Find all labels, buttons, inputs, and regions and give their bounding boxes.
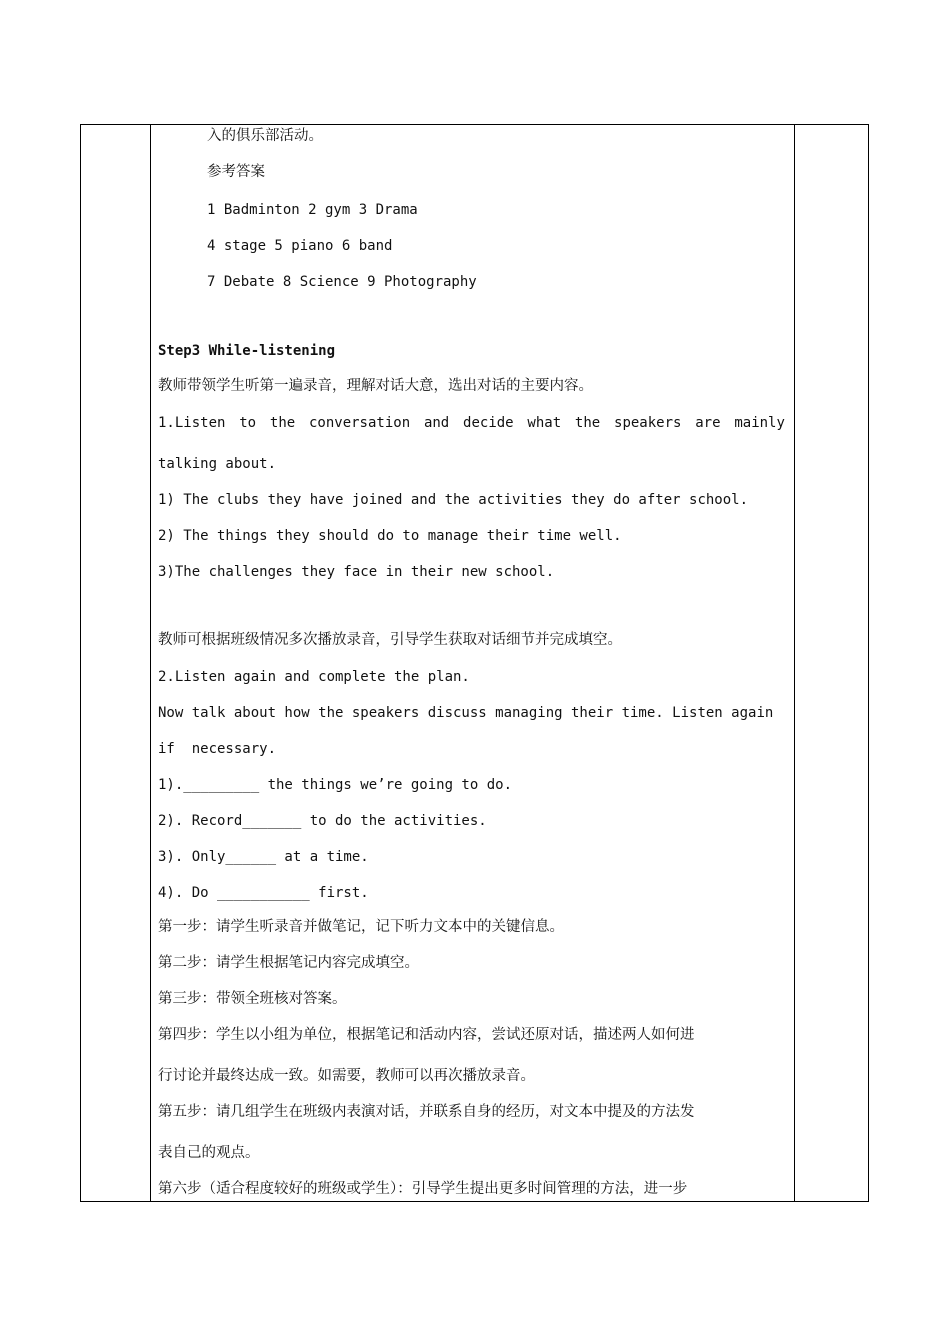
- step-line: 第六步（适合程度较好的班级或学生）：引导学生提出更多时间管理的方法，进一步: [158, 1181, 688, 1197]
- column-divider-2: [794, 125, 795, 1201]
- text-line: 教师可根据班级情况多次播放录音，引导学生获取对话细节并完成填空。: [158, 632, 622, 648]
- option-line: 3)The challenges they face in their new school.: [158, 564, 555, 580]
- column-divider-1: [150, 125, 151, 1201]
- answer-line: 4 stage 5 piano 6 band: [207, 238, 393, 254]
- word: to: [239, 415, 257, 431]
- answer-heading: 参考答案: [207, 164, 265, 180]
- word: the: [269, 415, 296, 431]
- word: conversation: [308, 415, 411, 431]
- step-line: 行讨论并最终达成一致。如需要，教师可以再次播放录音。: [158, 1068, 535, 1084]
- text-line: Now talk about how the speakers discuss managing their time. Listen again: [158, 705, 774, 721]
- word: speakers: [614, 415, 682, 431]
- word: decide: [463, 415, 514, 431]
- word: and: [423, 415, 450, 431]
- step-heading: Step3 While-listening: [158, 343, 336, 359]
- text-line: talking about.: [158, 456, 277, 472]
- text-line: if necessary.: [158, 741, 277, 757]
- answer-line: 7 Debate 8 Science 9 Photography: [207, 274, 477, 290]
- text-line: 入的俱乐部活动。: [207, 128, 323, 144]
- blank-line: 4). Do ___________ first.: [158, 885, 369, 901]
- step-line: 第三步：带领全班核对答案。: [158, 991, 347, 1007]
- word: are: [695, 415, 721, 431]
- step-line: 第五步：请几组学生在班级内表演对话，并联系自身的经历，对文本中提及的方法发: [158, 1104, 695, 1120]
- question-line: [158, 413, 785, 433]
- answer-line: 1 Badminton 2 gym 3 Drama: [207, 202, 418, 218]
- step-line: 第一步：请学生听录音并做笔记，记下听力文本中的关键信息。: [158, 919, 564, 935]
- word: 1.Listen: [158, 415, 226, 431]
- option-line: 2) The things they should do to manage their time well.: [158, 528, 622, 544]
- blank-line: 3). Only______ at a time.: [158, 849, 369, 865]
- blank-line: 2). Record_______ to do the activities.: [158, 813, 487, 829]
- word: mainly: [734, 415, 785, 431]
- step-line: 第二步：请学生根据笔记内容完成填空。: [158, 955, 419, 971]
- step-line: 表自己的观点。: [158, 1145, 260, 1161]
- text-line: 教师带领学生听第一遍录音，理解对话大意，选出对话的主要内容。: [158, 378, 593, 394]
- question-line: 2.Listen again and complete the plan.: [158, 669, 470, 685]
- word: what: [527, 415, 562, 431]
- step-line: 第四步：学生以小组为单位，根据笔记和活动内容，尝试还原对话，描述两人如何进: [158, 1027, 695, 1043]
- option-line: 1) The clubs they have joined and the activities they do after school.: [158, 492, 749, 508]
- word: the: [574, 415, 601, 431]
- blank-line: 1)._________ the things we’re going to do.: [158, 777, 513, 793]
